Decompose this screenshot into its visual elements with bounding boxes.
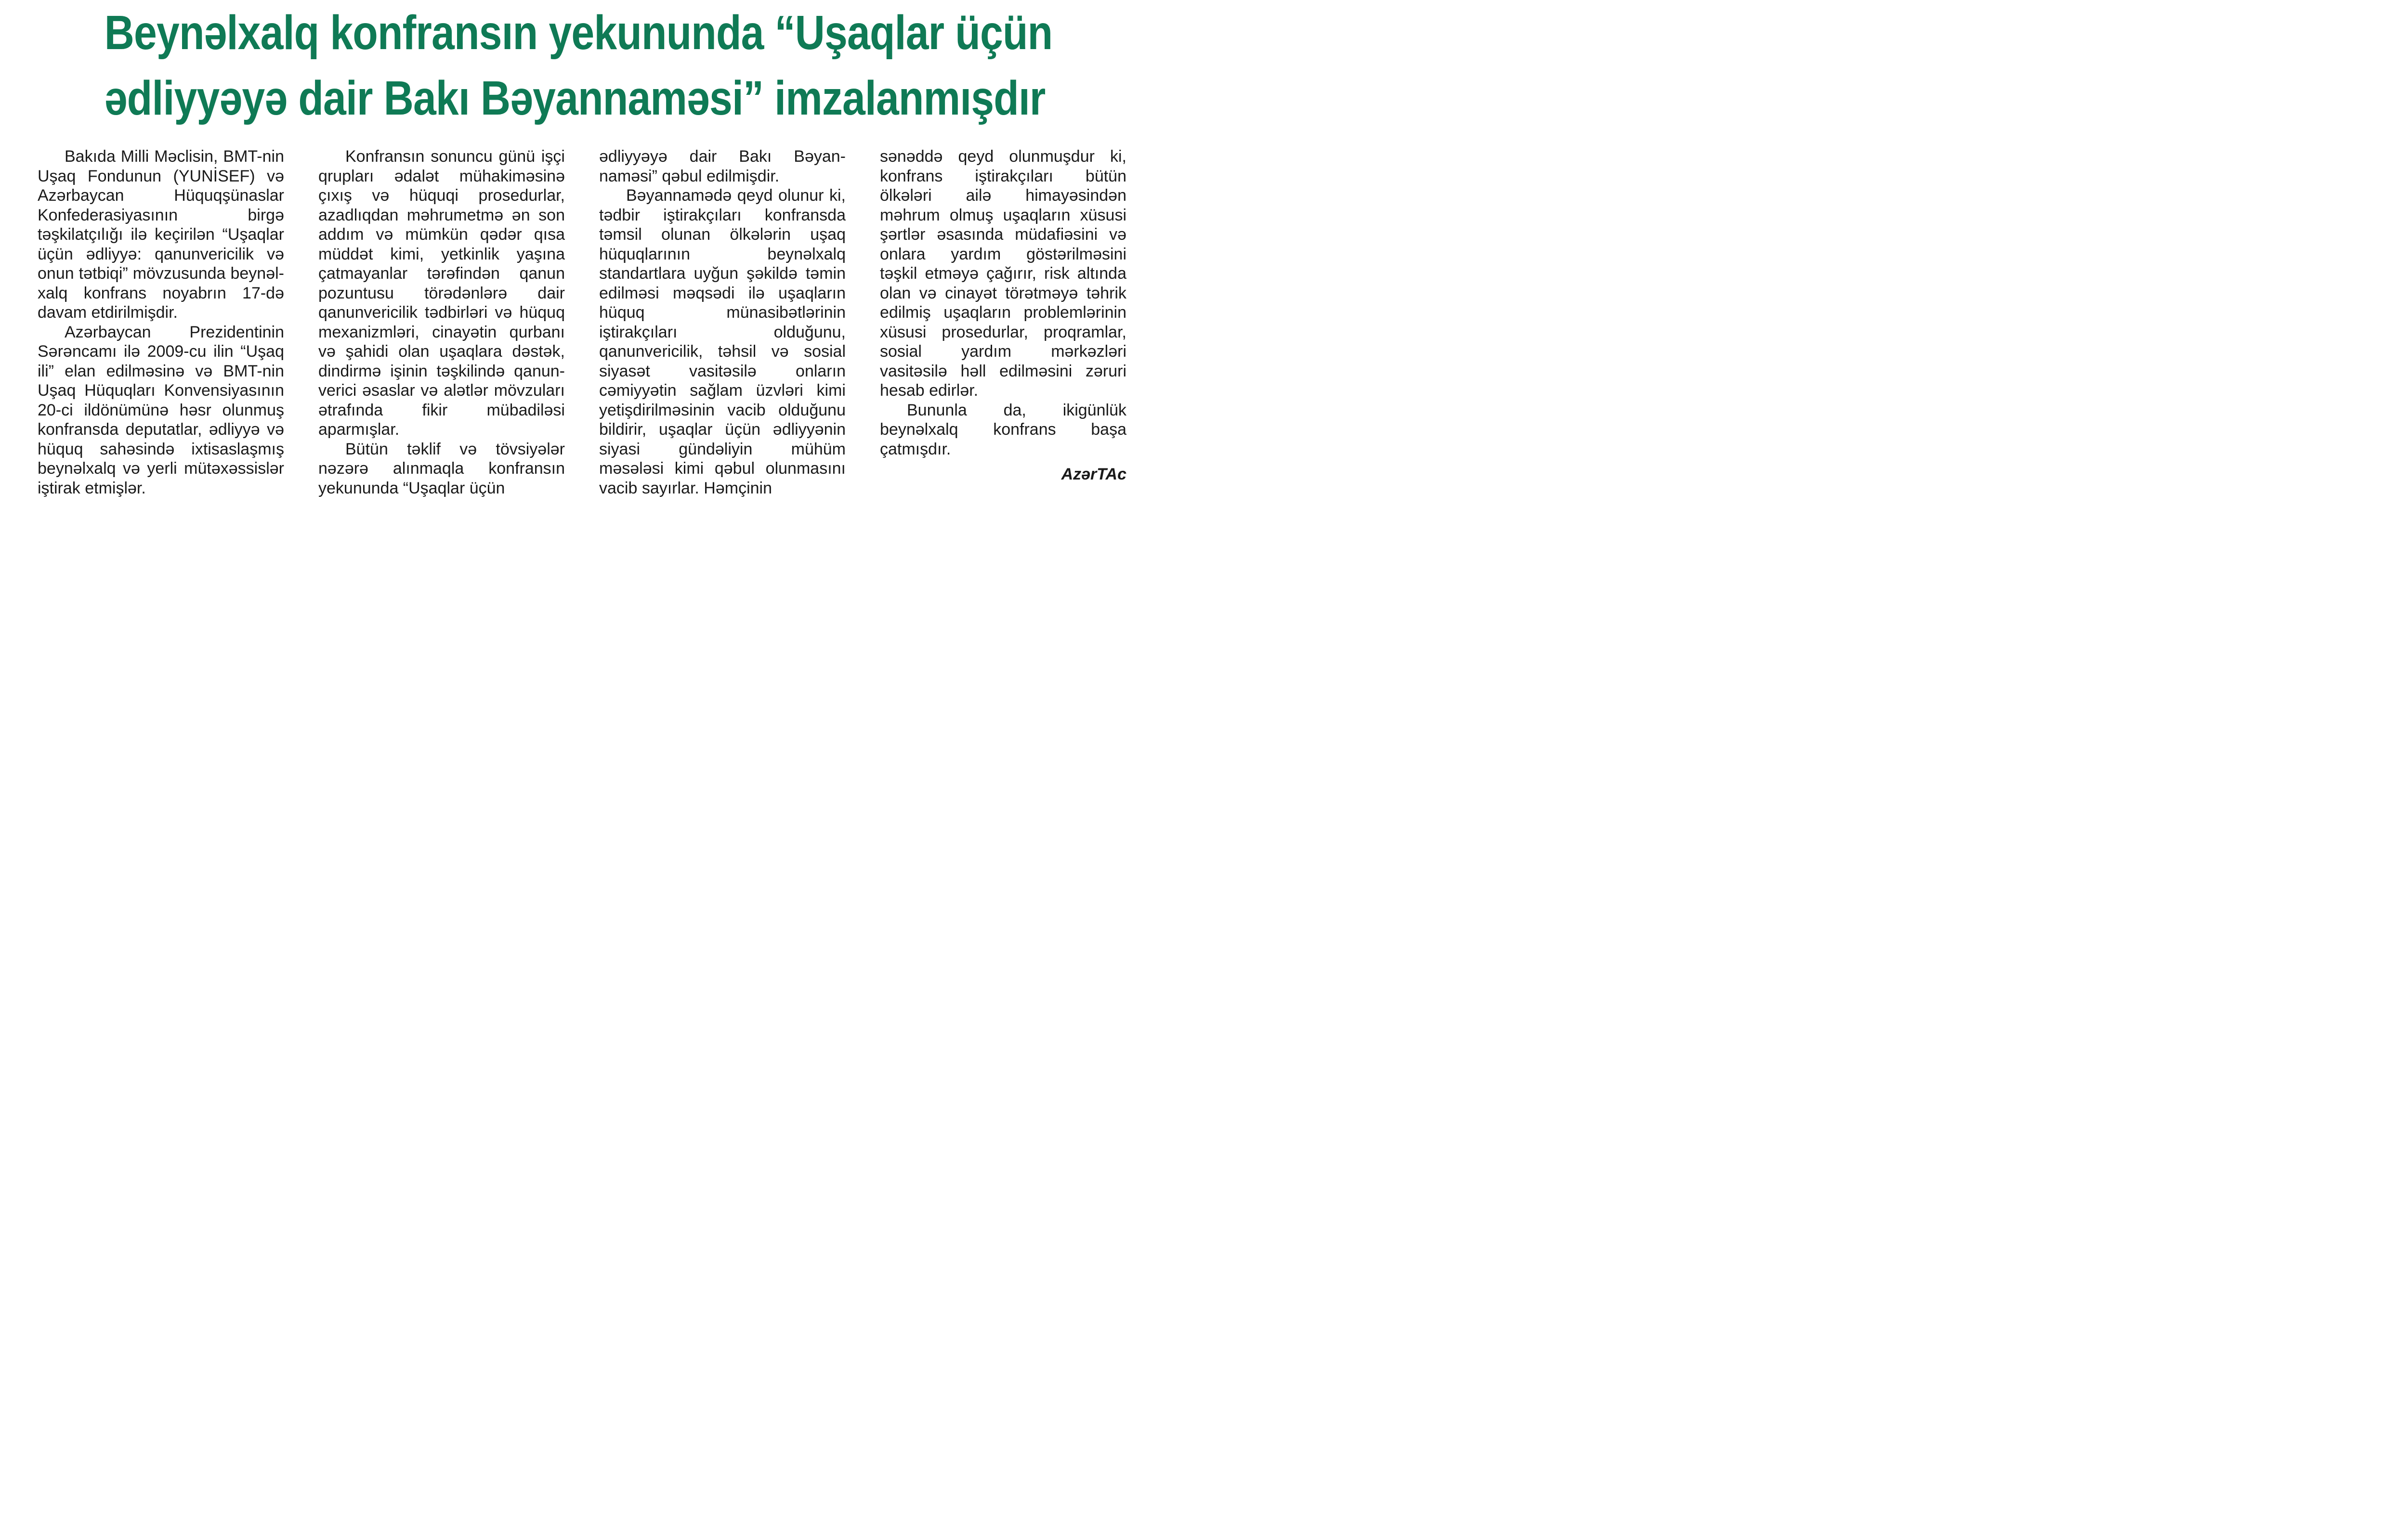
paragraph: Konfransın sonuncu günü işçi qrupları ədalət mühakiməsinə çıxış və hüquqi prosedurlar, azadlıqdan məhrumetmə ən son addım və mümkün qədər qısa müddət kimi, yetkinlik yaşına çatmayanlar tərəfindən qanun pozuntusu törədənlərə dair qanunvericilik tədbirləri və hüquq mexanizmləri, cinayətin qurbanı və şahidi olan uşaqlara dəstək, dindirmə işinin təşkilində qanunverici əsaslar və alətlər mövzuları ətrafında fikir mübadiləsi aparmışlar. — [318, 147, 565, 439]
paragraph: Bütün təklif və tövsiyələr nəzərə alınmaqla konfransın yekununda “Uşaqlar üçün — [318, 440, 565, 497]
article-column-1 — [38, 147, 284, 498]
headline-line-1: Beynəlxalq konfransın yekununda “Uşaqlar üçün — [104, 6, 1053, 60]
article-column-4 — [880, 147, 1126, 484]
paragraph-continued: ədliyyəyə dair Bakı Bəyannaməsi” qəbul edilmişdir. — [599, 147, 846, 185]
paragraph: Bununla da, ikigünlük beynəlxalq konfrans başa çatmışdır. — [880, 401, 1126, 458]
paragraph: Bakıda Milli Məclisin, BMT-nin Uşaq Fondunun (YUNİSEF) və Azərbaycan Hüquqşünaslar Konfederasiyasının birgə təşkilatçılığı ilə keçirilən “Uşaqlar üçün ədliyyə: qanunvericilik və onun tətbiqi” mövzusunda beynəlxalq konfrans noyabrın 17-də davam etdirilmişdir. — [38, 147, 284, 322]
news-agency-credit: AzərTAc — [1061, 465, 1126, 483]
article-headline — [104, 0, 1053, 131]
paragraph: Bəyannamədə qeyd olunur ki, tədbir iştirakçıları konfransda təmsil olunan ölkələrin uşaq hüquqlarının beynəlxalq standartlara uyğun şəkildə təmin edilməsi məqsədi ilə uşaqların hüquq münasibətlərinin iştirakçıları olduğunu, qanunvericilik, təhsil və sosial siyasət vasitəsilə onların cəmiyyətin sağlam üzvləri kimi yetişdirilməsinin vacib olduğunu bildirir, uşaqlar üçün ədliyyənin siyasi gündəliyin mühüm məsələsi kimi qəbul olunmasını vacib sayırlar. Həmçinin — [599, 186, 846, 497]
article-column-3 — [599, 147, 846, 498]
paragraph: Azərbaycan Prezidentinin Sərəncamı ilə 2009-cu ilin “Uşaq ili” elan edilməsinə və BMT-nin Uşaq Hüquqları Konvensiyasının 20-ci ildönümünə həsr olunmuş konfransda deputatlar, ədliyyə və hüquq sahəsində ixtisaslaşmış beynəlxalq və yerli mütəxəssislər iştirak etmişlər. — [38, 323, 284, 497]
article-column-2 — [318, 147, 565, 498]
paragraph-continued: sənəddə qeyd olunmuşdur ki, konfrans iştirakçıları bütün ölkələri ailə himayəsindən məhrum olmuş uşaqların xüsusi şərtlər əsasında müdafiəsini və onlara yardım göstərilməsini təşkil etməyə çağırır, risk altında olan və cinayət törətməyə təhrik edilmiş uşaqların problemlərinin xüsusi prosedurlar, proqramlar, sosial yardım mərkəzləri vasitəsilə həll edilməsini zəruri hesab edirlər. — [880, 147, 1126, 400]
headline-line-2: ədliyyəyə dair Bakı Bəyannaməsi” imzalanmışdır — [104, 71, 1046, 125]
